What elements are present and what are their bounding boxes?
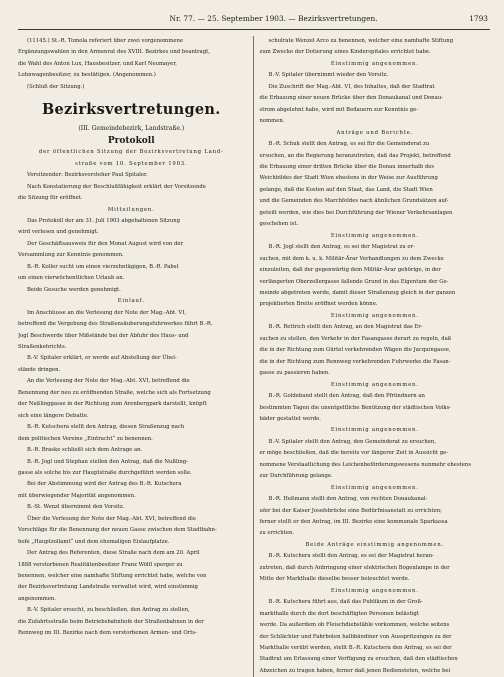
text-line: B.-R. Goldeband stellt den Antrag, daß den Pfründnern an (268, 393, 425, 400)
left-column (18, 36, 245, 677)
text-line: Die Zuschrift der Mag.-Abt. VI, des Inhaltes, daß der Stadtrat (268, 83, 435, 90)
text-line: Einstimmig angenommen. (330, 60, 419, 67)
text-line: (Schluß der Sitzung.) (27, 83, 85, 90)
text-line: Versammlung zur Kenntnis genommen. (18, 252, 124, 259)
right-body (260, 36, 490, 677)
text-line: um einen vierwöchentlichen Urlaub an. (18, 275, 125, 282)
text-line: B.-V. Spitaler stellt den Antrag, den Gemeinderat zu ersuchen, (268, 438, 437, 445)
text-line: die in der Richtung zum Rennweg verkehrenden Fuhrwerke die Fasan- (259, 358, 451, 365)
text-line: Nach Konstatierung der Beschlußfähigkeit erklärt der Vorsitzende (27, 183, 206, 190)
text-line: schulrate Wenzel Arco zu benennen, welcher eine namhafte Stiftung (268, 38, 454, 44)
text-line: gasse als solche bis zur Hauptstraße durchgeführt werden solle. (18, 469, 192, 476)
right-column (253, 36, 490, 677)
text-line: der Bezirksvertretung Landstraße verwaltet wird, wird einstimmig (18, 584, 198, 591)
text-line: Ergänzungswahlen in den Armenrat des XVIII. Bezirkes und beantragt, (18, 49, 210, 56)
text-line: mit überwiegender Majorität angenommen. (18, 492, 136, 499)
text-line: B.-R. Jogl und Stephan stellen den Antrag, daß die Nußling- (27, 458, 188, 465)
text-line: Über die Verlesung der Note der Mag.-Abt. XVI, betreffend die (27, 515, 196, 522)
text-line: nommen. (259, 118, 285, 125)
text-line: Bei der Abstimmung wird der Antrag des B.-R. Kutschera (27, 481, 182, 488)
text-line: Vorschläge für die Benennung der neuen Gasse zwischen dem Stadtbahn- (18, 527, 217, 534)
text-line: suchen zu stellen, den Verkehr in der Fasangasse derart zu regeln, daß (259, 335, 452, 342)
text-line: An die Verlesung der Note der Mag.-Abt. XVI, betreffend die (27, 378, 190, 385)
text-line: Mitte der Markthalle dieselbe besser beleuchtet werde. (259, 576, 410, 583)
text-line: 1888 verstorbenen Realitätenbesitzer Franz Wölfl sperger zu (18, 561, 183, 568)
text-line: Einstimmig angenommen. (330, 232, 419, 239)
text-line: Markthalle verübt werden, stellt B.-R. Kutschera den Antrag, es sei der (259, 645, 452, 652)
text-line: zu errichten. (259, 530, 295, 537)
text-line: (11145.) St.-R. Tomola referiert über zwei vorgenommene (27, 38, 184, 44)
page-header (18, 14, 490, 30)
text-line: markthalle durch die dort beschäftigten Personen belästigt (259, 610, 419, 617)
text-line: zum Zwecke der Dotierung eines Kinderspitales errichtet habe. (259, 49, 431, 56)
text-line: Beide Gesuche werden genehmigt. (27, 286, 121, 293)
text-line: Einstimmig angenommen. (330, 587, 419, 594)
text-line: meinde abgetreten werde, damit dieser Straßenzug gleich in der ganzen (259, 289, 456, 296)
text-line: die Zufahrtsstraße beim Betriebsbahnhofe der Straßenbahnen in der (18, 618, 204, 625)
text-line: B.-R. Braske schließt sich dem Antrage an. (27, 447, 143, 454)
text-line: Der Geschäftsausweis für den Monat August wird von der (27, 240, 184, 247)
text-line: bestimmten Tagen die unentgeltliche Benützung der städtischen Volks- (259, 404, 452, 411)
text-line: die in der Richtung zum Gürtel verkehrenden Wägen die Jacquingasse, (259, 347, 451, 354)
text-line: wird verlesen und genehmigt. (18, 229, 99, 236)
text-line: B.-R. Jogl stellt den Antrag, es sei der Magistrat zu er- (268, 244, 415, 251)
text-line: angenommen. (18, 595, 56, 602)
text-line: Straßenkehrichts. (18, 343, 67, 350)
protokoll-heading: Protokoll (107, 136, 155, 147)
text-line: geschehen ist. (259, 221, 299, 228)
district-subtitle: (III. Gemeindebezirk, Landstraße.) (78, 125, 185, 133)
text-line: B.-V. Spitaler ersucht, zu beschließen, den Antrag zu stellen, (27, 607, 190, 614)
text-line: zutreten, daß durch Anbringung einer elektrischen Bogenlampe in der (259, 564, 450, 571)
text-line: dem politischen Vereine „Eintracht“ zu benennen. (18, 435, 153, 442)
text-line: betreffend die Vergebung des Straßensäuberungsfuhrwerkes führt B.-R. (18, 321, 213, 328)
text-line: suchen, mit dem k. u. k. Militär-Ärar Verhandlungen zu dem Zwecke (259, 255, 444, 262)
left-body (18, 170, 245, 640)
text-line: B.-St. Wenzl übernimmt den Vorsitz. (27, 504, 125, 511)
text-line: der Nußlinggasse in der Richtung zum Arenbergpark darstellt, knüpft (18, 401, 207, 408)
text-line: der öffentlichen Sitzung der Bezirksvertretung Land- (38, 149, 224, 156)
text-line: B.-R. Koller sucht um einen vierzehntägigen, B.-R. Pabst (27, 263, 179, 270)
text-line: Einstimmig angenommen. (330, 427, 419, 434)
two-column-layout (18, 36, 490, 677)
text-line: B.-R. Heßmann stellt den Antrag, von rechten Donaukanal- (268, 496, 428, 503)
text-line: Lohnwagenbesitzer, zu bestätigen. (Angenommen.) (18, 72, 156, 79)
text-line: Jogl Beschwerde über Mißstände bei der Abfuhr des Haus- und (18, 332, 189, 339)
text-line: die Erbauung einer dritten Brücke über die Donau innerhalb des (259, 163, 435, 170)
text-line: sich eine längere Debatte. (18, 412, 89, 419)
text-line: bäder gestattet werde. (259, 415, 321, 422)
text-line: strom abgelehnt habe, wird mit Bedauern zur Kenntnis ge- (259, 106, 419, 113)
text-line: Der Antrag des Referenten, diese Straße nach dem am 20. April (27, 550, 200, 557)
text-line: die Erbauung einer neuen Brücke über den Donaukanal und Donau- (259, 95, 443, 102)
left-intro (18, 36, 245, 93)
sitzung-lines (18, 147, 245, 170)
text-line: ferner stellt er den Antrag, im III. Bezirke eine kommunale Sparkassa (259, 519, 448, 526)
text-line: projektierten Breite eröffnet werden könne. (259, 301, 378, 308)
text-line: B.-V. Spitaler übernimmt wieder den Vorsitz. (268, 72, 389, 79)
text-line: Benennung der neu zu eröffnenden Straße, welche sich als Fortsetzung (18, 389, 211, 396)
text-line: Einstimmig angenommen. (330, 381, 419, 388)
text-line: B.-V. Spitaler erklärt, er werde auf Abstellung der Übel- (27, 355, 177, 362)
text-line: ersuchen, an die Regierung heranzutreten, daß das Projekt, betreffend (259, 152, 451, 159)
text-line: gasse zu passieren haben. (259, 370, 331, 377)
text-line: ufer bei der Kaiser Josefsbrücke eine Bedürfnisanstalt zu errichten; (259, 507, 442, 514)
text-line: werde. Da außerdem ob Fleischdiebstähle vorkommen, welche seitens (259, 622, 450, 629)
text-line: stände dringen. (18, 366, 61, 373)
section-title: Bezirksvertretungen. (41, 101, 221, 119)
text-line: und die Gemeinden des Marchfeldes nach ähnlichen Grundsätzen auf- (259, 198, 449, 205)
text-line: Einstimmig angenommen. (330, 312, 419, 319)
text-line: Abzeichen zu tragen haben, ferner daß jenen Bediensteten, welche bei (259, 667, 451, 674)
text-line: B.-R. Rettrich stellt den Antrag, an den Magistrat das Er- (268, 324, 423, 331)
text-line: Beide Anträge einstimmig angenommen. (305, 541, 445, 548)
text-line: B.-R. Kutschera stellt den Antrag, es sei der Magistrat heran- (268, 553, 434, 560)
text-line: Anträge und Berichte. (336, 129, 414, 136)
text-line: gelange, daß die Kosten auf den Staat, das Land, die Stadt Wien (259, 186, 433, 193)
text-line: die Wahl des Anton Lux, Hausbesitzer, und Karl Neumayer, (18, 60, 177, 67)
text-line: B.-R. Kutschera stellt den Antrag, diesen Straßenzug nach (27, 424, 185, 431)
text-line: Im Anschlusse an die Verlesung der Note der Mag.-Abt. VI, (27, 309, 187, 316)
text-line: Das Protokoll der am 31. Juli 1903 abgehaltenen Sitzung (27, 217, 181, 224)
text-line: nommene Verstaatlichung des Leichenbeförderungswesens nunmehr ehestens (259, 461, 472, 468)
text-line: Rennweg im III. Bezirke nach dem verstorbenen Armen- und Orts- (18, 630, 197, 637)
text-line: einzuleiten, daß der gegenwärtig dem Militär-Ärar gehörige, in der (259, 267, 441, 274)
text-line: zur Durchführung gelange. (259, 473, 333, 480)
text-line: die Sitzung für eröffnet. (18, 195, 83, 202)
text-line: Mitteilungen. (107, 206, 155, 213)
text-line: straße vom 10. September 1903. (75, 160, 188, 167)
text-line: Stadtrat um Erlassung einer Verfügung zu ersuchen, daß den städtischen (259, 656, 458, 663)
text-line: er möge beschließen, daß die bereits vor längerer Zeit in Aussicht ge- (259, 450, 449, 457)
text-line: B.-R. Kutschera führt aus, daß das Publikum in der Groß- (268, 599, 423, 606)
text-line: der Schlächter und Fahrboten halbbändiner von Ausspritzungen zu der (259, 633, 452, 640)
text-line: Einstimmig angenommen. (330, 484, 419, 491)
page-number: 1793 (469, 14, 488, 23)
text-line: benennen, welcher eine namhafte Stiftung errichtet habe, welche von (18, 573, 207, 580)
text-line: Weichbildes der Stadt Wien ehestens in der Weise zur Ausführung (259, 175, 438, 182)
text-line: Einlauf. (117, 298, 145, 305)
text-line: Vorsitzender: Bezirksvorsteher Paul Spitaler. (27, 172, 148, 179)
text-line: B.-R. Schuk stellt den Antrag, es sei für die Gemeinderat zu (268, 141, 430, 148)
header-center: Nr. 77. — 25. September 1903. — Bezirksvertretungen. (169, 14, 378, 23)
text-line: geteilt werden, wie dies bei Durchführung der Wiener Verkehrsanlagen (259, 209, 453, 216)
text-line: verlängerten Oberzellergasse fallende Grund in das Eigentum der Ge- (259, 278, 449, 285)
text-line: hofe „Hauptzollamt“ und dem ehemaligen Eislaufplatze. (18, 538, 170, 545)
